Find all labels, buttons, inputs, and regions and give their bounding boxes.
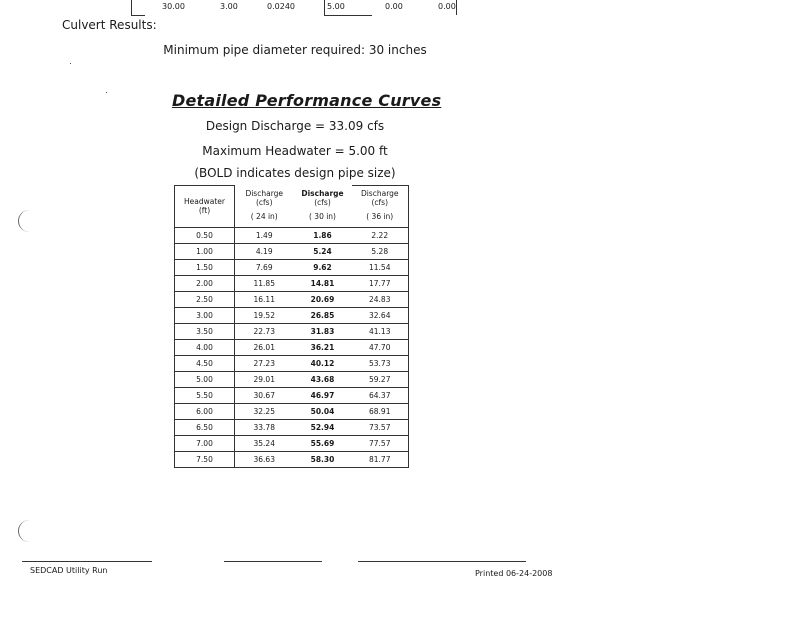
header-headwater-line1: Headwater: [184, 197, 225, 206]
cell-headwater: 3.50: [175, 324, 235, 340]
cell-discharge-24: 7.69: [235, 260, 294, 276]
cell-headwater: 2.00: [175, 276, 235, 292]
cell-discharge-30: 26.85: [294, 308, 352, 324]
cell-discharge-30: 43.68: [294, 372, 352, 388]
table-row: [175, 356, 409, 372]
cell-discharge-36: 41.13: [352, 324, 409, 340]
top-row-mid-underline: [324, 15, 372, 16]
cell-discharge-36: 81.77: [352, 452, 409, 468]
cell-discharge-36: 47.70: [352, 340, 409, 356]
cell-discharge-24: 33.78: [235, 420, 294, 436]
footer-right-text: Printed 06-24-2008: [475, 569, 553, 578]
cell-discharge-30: 40.12: [294, 356, 352, 372]
cell-discharge-36: 32.64: [352, 308, 409, 324]
table-row: [175, 420, 409, 436]
cell-discharge-30: 50.04: [294, 404, 352, 420]
table-row: [175, 228, 409, 244]
cell-discharge-36: 73.57: [352, 420, 409, 436]
cell-headwater: 6.50: [175, 420, 235, 436]
cell-discharge-24: 26.01: [235, 340, 294, 356]
cell-discharge-24: 30.67: [235, 388, 294, 404]
max-headwater-text: Maximum Headwater = 5.00 ft: [202, 144, 388, 158]
cell-discharge-24: 32.25: [235, 404, 294, 420]
header-headwater-line2: (ft): [198, 206, 211, 215]
header-30-line2: (cfs): [314, 197, 331, 207]
cell-discharge-24: 22.73: [235, 324, 294, 340]
cell-discharge-24: 16.11: [235, 292, 294, 308]
header-30-line1: Discharge: [301, 188, 344, 198]
cell-headwater: 1.50: [175, 260, 235, 276]
punch-hole-mark-top: [18, 210, 31, 232]
top-row-mid-border: [324, 0, 325, 15]
footer-rule-3: [358, 561, 526, 562]
header-24-line1: Discharge: [245, 188, 284, 198]
cell-discharge-24: 19.52: [235, 308, 294, 324]
top-row-cell-1: 30.00: [162, 2, 185, 11]
header-30-line3: ( 30 in): [308, 211, 336, 221]
cell-discharge-30: 1.86: [294, 228, 352, 244]
top-row-cell-6: 0.00: [438, 2, 456, 11]
cell-discharge-24: 36.63: [235, 452, 294, 468]
footer-rule-1: [22, 561, 152, 562]
cell-discharge-24: 27.23: [235, 356, 294, 372]
table-row: [175, 404, 409, 420]
cell-discharge-36: 5.28: [352, 244, 409, 260]
header-36-line2: (cfs): [371, 198, 389, 207]
header-discharge-36: [352, 186, 409, 228]
cell-discharge-30: 31.83: [294, 324, 352, 340]
cell-headwater: 7.00: [175, 436, 235, 452]
top-row-cell-2: 3.00: [220, 2, 238, 11]
top-row-cell-4: 5.00: [327, 2, 345, 11]
table-row: [175, 372, 409, 388]
cell-discharge-30: 9.62: [294, 260, 352, 276]
cell-headwater: 2.50: [175, 292, 235, 308]
cell-discharge-24: 11.85: [235, 276, 294, 292]
scan-speck: [106, 92, 107, 93]
cell-headwater: 0.50: [175, 228, 235, 244]
table-row: [175, 452, 409, 468]
header-24-line2: (cfs): [255, 197, 273, 207]
table-row: [175, 276, 409, 292]
design-discharge-text: Design Discharge = 33.09 cfs: [205, 119, 385, 133]
cell-headwater: 1.00: [175, 244, 235, 260]
punch-hole-mark-bottom: [18, 520, 31, 542]
cell-discharge-36: 68.91: [352, 404, 409, 420]
bold-note-text: (BOLD indicates design pipe size): [194, 166, 396, 180]
table-row: [175, 244, 409, 260]
cell-headwater: 5.00: [175, 372, 235, 388]
performance-title: Detailed Performance Curves: [172, 91, 442, 110]
top-table-fragment: [131, 0, 457, 16]
culvert-results-label: Culvert Results:: [62, 18, 157, 32]
table-row: [175, 324, 409, 340]
header-discharge-30: [294, 186, 352, 228]
cell-discharge-30: 55.69: [294, 436, 352, 452]
cell-discharge-30: 58.30: [294, 452, 352, 468]
cell-discharge-36: 64.37: [352, 388, 409, 404]
cell-headwater: 7.50: [175, 452, 235, 468]
cell-headwater: 3.00: [175, 308, 235, 324]
header-discharge-24: [235, 186, 294, 228]
cell-discharge-36: 24.83: [352, 292, 409, 308]
header-36-line3: ( 36 in): [366, 212, 394, 221]
scan-speck: [70, 63, 71, 64]
cell-discharge-24: 4.19: [235, 244, 294, 260]
table-row: [175, 388, 409, 404]
top-row-left-tick: [131, 15, 145, 16]
cell-discharge-30: 52.94: [294, 420, 352, 436]
header-36-line1: Discharge: [360, 189, 399, 198]
cell-discharge-30: 36.21: [294, 340, 352, 356]
footer-left-text: SEDCAD Utility Run: [30, 566, 108, 575]
cell-discharge-36: 59.27: [352, 372, 409, 388]
cell-discharge-36: 77.57: [352, 436, 409, 452]
cell-discharge-30: 46.97: [294, 388, 352, 404]
cell-headwater: 5.50: [175, 388, 235, 404]
cell-discharge-36: 17.77: [352, 276, 409, 292]
table-row: [175, 308, 409, 324]
cell-discharge-24: 1.49: [235, 228, 294, 244]
performance-table: [174, 185, 408, 468]
cell-discharge-30: 14.81: [294, 276, 352, 292]
top-row-cell-3: 0.0240: [267, 2, 295, 11]
cell-headwater: 4.00: [175, 340, 235, 356]
cell-headwater: 4.50: [175, 356, 235, 372]
min-diameter-text: Minimum pipe diameter required: 30 inches: [163, 43, 427, 57]
cell-discharge-36: 2.22: [352, 228, 409, 244]
header-24-line3: ( 24 in): [250, 211, 278, 221]
footer-rule-2: [224, 561, 322, 562]
cell-discharge-30: 20.69: [294, 292, 352, 308]
table-row: [175, 260, 409, 276]
cell-discharge-30: 5.24: [294, 244, 352, 260]
top-row-left-border: [131, 0, 132, 15]
top-row-right-border: [456, 0, 457, 15]
cell-discharge-24: 35.24: [235, 436, 294, 452]
cell-discharge-36: 53.73: [352, 356, 409, 372]
table-row: [175, 340, 409, 356]
cell-discharge-24: 29.01: [235, 372, 294, 388]
cell-discharge-36: 11.54: [352, 260, 409, 276]
table-row: [175, 436, 409, 452]
table-row: [175, 292, 409, 308]
header-headwater: [175, 186, 235, 228]
cell-headwater: 6.00: [175, 404, 235, 420]
top-row-cell-5: 0.00: [385, 2, 403, 11]
